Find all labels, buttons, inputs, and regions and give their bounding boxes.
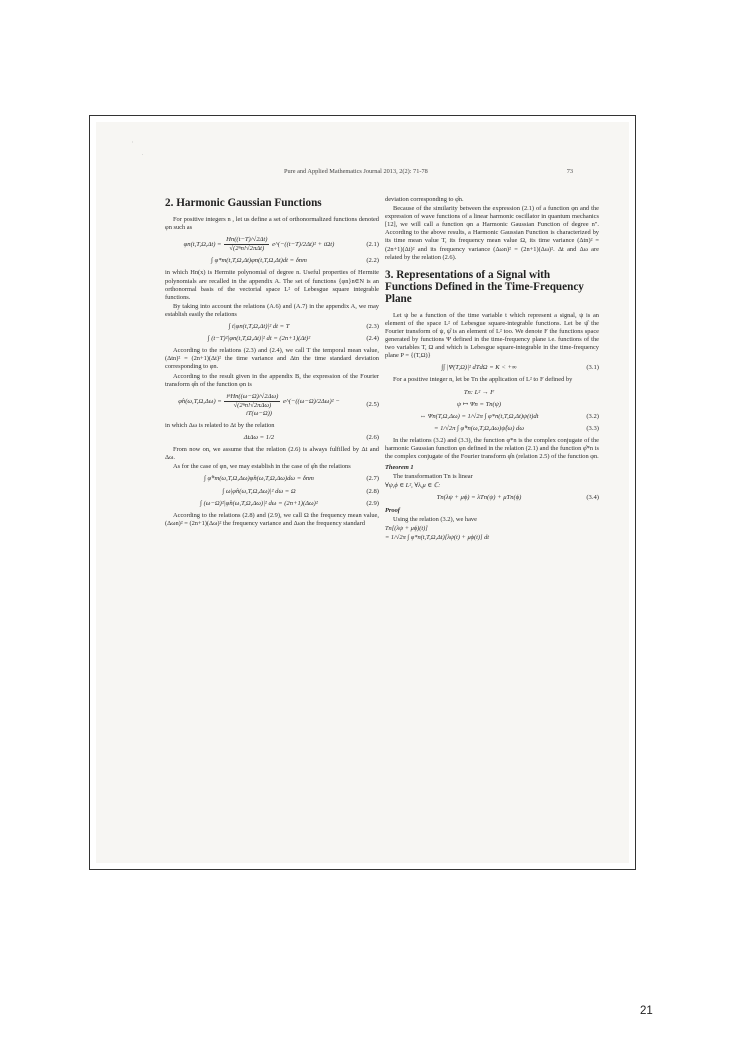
paragraph: For a positive integer n, let be Tn the application of L² to F defined by: [393, 376, 573, 384]
fraction-denominator: √(2ⁿn!√2πΔω): [233, 401, 272, 409]
equation-number: (2.5): [366, 401, 379, 409]
scan-speck: .: [142, 152, 144, 157]
section-heading-2: 2. Harmonic Gaussian Functions: [165, 197, 322, 209]
section-heading-3: 3. Representations of a Signal with Functions Defined in the Time-Frequency Plane: [385, 268, 584, 305]
paragraph: According to the relations (2.3) and (2.4), we call T the temporal mean value, (Δtn)² = (2n+1)(Δt)² the time variance and Δtn the time standard deviation corresponding to φn.: [165, 347, 379, 371]
equation-2-3: [165, 323, 379, 331]
proof-title: Proof: [385, 506, 400, 514]
equation-text: ∫ φ̂*m(ω,T,Ω,Δω)φ̂n(ω,T,Ω,Δω)dω = δnm: [204, 475, 314, 483]
equation-2-7: [165, 475, 379, 483]
equation-number: (2.7): [366, 475, 379, 483]
fraction-denominator: √(2ⁿn!√2πΔt): [229, 245, 265, 253]
equation-number: (3.2): [586, 412, 599, 420]
equation-number: (3.4): [586, 494, 599, 502]
equation-exponential: e^(−((t−T)/2Δt)² + iΩt): [272, 241, 335, 249]
theorem-statement: The transformation Tn is linear: [393, 473, 473, 481]
fraction-numerator: Hn((t−T)/√2Δt): [224, 236, 269, 245]
equation-number: (2.2): [366, 257, 379, 265]
slide-page-number: 21: [640, 1005, 653, 1017]
equation-3-1: [385, 364, 599, 372]
equation-text: ∫∫ |Ψ(T,Ω)|² dTdΩ = K < +∞: [441, 364, 517, 372]
paragraph: in which Δω is related to Δt by the relation: [165, 421, 275, 429]
scan-speck: ': [132, 142, 133, 147]
equation-text: ΔtΔω = 1/2: [243, 434, 275, 442]
paragraph: deviation corresponding to φ̂n.: [385, 196, 464, 203]
fraction-numerator: iⁿHn((ω−Ω)/√2Δω): [224, 393, 280, 402]
equation-3-3: [385, 425, 599, 433]
equation-exponential: e^(−((ω−Ω)/2Δω)² − iT(ω−Ω)): [246, 397, 340, 417]
right-column: [385, 196, 599, 543]
paragraph: Let ψ be a function of the time variable t which represent a signal, ψ is an element of the space L² of Lebesgue square-integrable functions. Let be ψ̂ the Fourier transform of ψ, ψ̂ is an element of L² too. We denote F the functions space generated by functions Ψ defined in the time-frequency plane i.e. functions of the two variables T, Ω and which is Lebesgue square-integrable in the time-frequency plane P = {(T,Ω)}: [385, 311, 599, 360]
proof-text: Using the relation (3.2), we have: [393, 515, 477, 523]
equation-text: = 1/√2π ∫ φ̂*n(ω,T,Ω,Δω)ψ̂(ω) dω: [434, 424, 524, 432]
equation-lhs: φn(t,T,Ω,Δt) =: [183, 241, 222, 249]
paragraph: in which Hn(x) is Hermite polynomial of degree n. Useful properties of Hermite polynomials are recalled in the appendix A. The set of functions {φn}n∈N is an orthonormal basis of the vectorial space L² of Lebesgue square integrable functions.: [165, 269, 379, 301]
equation-number: (2.9): [366, 499, 379, 507]
proof-equation-line: = 1/√2π ∫ φ*n(t,T,Ω,Δt)[λψ(t) + μϕ(t)] dt: [385, 533, 490, 541]
theorem-quantifier: ∀ψ,ϕ ∈ L², ∀λ,μ ∈ ℂ:: [385, 482, 441, 490]
equation-text: Tn: L² → F: [463, 388, 495, 396]
proof-equation-line: Tn[(λψ + μϕ)(t)]: [385, 524, 428, 532]
theorem-title: Theorem 1: [385, 464, 414, 472]
equation-text: ⇔ Ψn(T,Ω,Δω) = 1/√2π ∫ φ*n(t,T,Ω,Δt)ψ(t)dt: [419, 412, 539, 420]
paragraph: As for the case of φn, we may establish in the case of φ̂n the relations: [173, 463, 351, 471]
journal-page-number: 73: [566, 168, 573, 175]
equation-2-4: [165, 335, 379, 343]
equation-number: (3.3): [586, 424, 599, 432]
journal-title: Pure and Applied Mathematics Journal 2013, 2(2): 71-78: [284, 168, 428, 175]
equation-text: ∫ (t−T)²|φn(t,T,Ω,Δt)|² dt = (2n+1)(Δt)²: [207, 335, 311, 343]
paragraph: From now on, we assume that the relation (2.6) is always fulfilled by Δt and Δω.: [165, 446, 379, 462]
paragraph: According to the relations (2.8) and (2.9), we call Ω the frequency mean value, (Δωn)² = (2n+1)(Δω)² the frequency variance and Δωn the frequency standard: [165, 511, 379, 527]
left-column: [165, 196, 379, 529]
equation-number: (2.8): [366, 487, 379, 495]
equation-text: Tn(λψ + μϕ) = λTn(ψ) + μTn(ϕ): [436, 494, 522, 502]
equation-number: (2.4): [366, 335, 379, 343]
equation-2-8: [165, 488, 379, 496]
equation-text: ∫ ω|φ̂n(ω,T,Ω,Δω)|² dω = Ω: [222, 487, 296, 495]
paragraph: By taking into account the relations (A.6) and (A.7) in the appendix A, we may establish easily the relations: [165, 302, 379, 318]
equation-number: (2.6): [366, 434, 379, 442]
equation-number: (3.1): [586, 364, 599, 372]
equation-3-2: [385, 413, 599, 421]
equation-text: ∫ (ω−Ω)²|φ̂n(ω,T,Ω,Δω)|² dω = (2n+1)(Δω)²: [200, 499, 318, 507]
equation-2-6: [165, 434, 379, 442]
equation-lhs: φ̂n(ω,T,Ω,Δω) =: [178, 397, 222, 405]
paragraph: For positive integers n , let us define a set of orthonormalized functions denoted φn such as: [165, 216, 379, 232]
paragraph: Because of the similarity between the expression (2.1) of a function φn and the expression of wave functions of a linear harmonic oscillator in quantum mechanics [12], we will call a function φn a Harmonic Gaussian Function of degree n". According to the above results, a Harmonic Gaussian Function is characterized by its time mean value T, its frequency mean value Ω, its time variance (Δtn)² = (2n+1)(Δt)² and its frequency variance (Δωn)² = (2n+1)(Δω)². Δt and Δω are related by the relation (2.6).: [385, 205, 599, 261]
equation-2-5: [165, 393, 379, 418]
scanned-page-frame: [89, 115, 636, 870]
fraction: [224, 393, 280, 410]
mapping-definition: [385, 389, 599, 397]
scanned-page: [96, 122, 629, 863]
equation-number: (2.1): [366, 240, 379, 248]
fraction: [224, 236, 269, 253]
equation-2-1: [165, 236, 379, 253]
equation-number: (2.3): [366, 323, 379, 331]
paragraph: In the relations (3.2) and (3.3), the function φ*n is the complex conjugate of the harmonic Gaussian function φn defined in the relation (2.1) and the function φ̂*n is the complex conjugate of the Fourier transform φ̂n (relation 2.5) of the function φn.: [385, 436, 599, 461]
equation-text: ψ ↦ Ψn = Tn(ψ): [456, 400, 502, 408]
equation-2-9: [165, 500, 379, 508]
equation-2-2: [165, 257, 379, 265]
equation-text: ∫ φ*m(t,T,Ω,Δt)φn(t,T,Ω,Δt)dt = δnm: [211, 257, 307, 265]
equation-3-4: [385, 494, 599, 502]
equation-text: ∫ t|φn(t,T,Ω,Δt)|² dt = T: [228, 323, 290, 331]
paragraph: According to the result given in the appendix B, the expression of the Fourier transform φ̂n of the function φn is: [165, 372, 379, 388]
mapping-rule: [385, 401, 599, 409]
